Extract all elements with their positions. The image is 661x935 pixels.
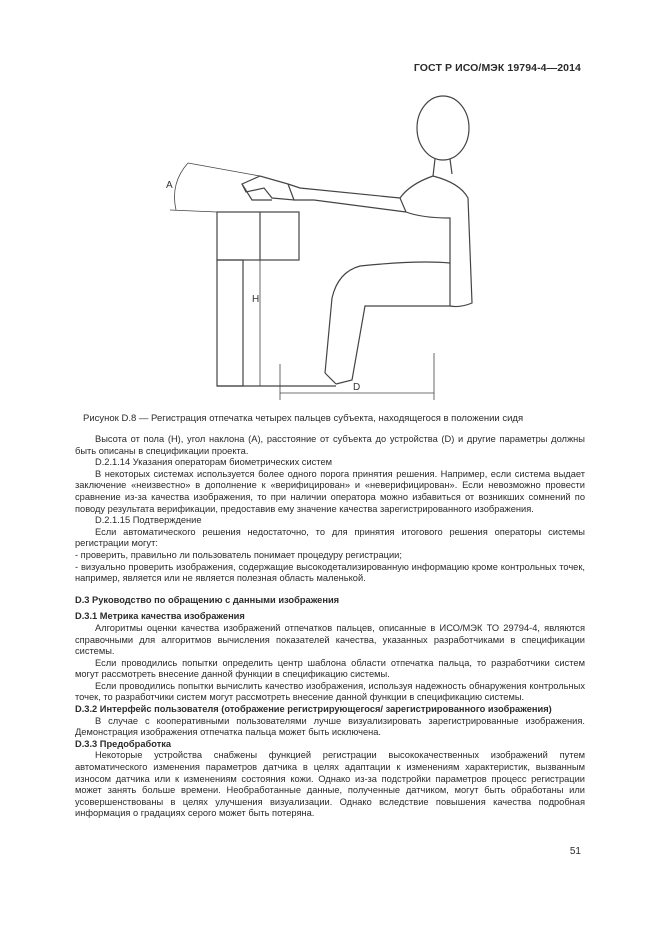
back-outline bbox=[433, 159, 472, 307]
label-a: A bbox=[166, 180, 173, 191]
torso-outline bbox=[325, 176, 450, 373]
figure-drawing bbox=[160, 88, 500, 408]
device-box bbox=[217, 212, 299, 260]
seated-subject-figure bbox=[160, 88, 500, 408]
list-item: - проверить, правильно ли пользователь понимает процедуру регистрации; bbox=[75, 549, 402, 560]
paragraph: Некоторые устройства снабжены функцией регистрации высококачественных изображений путем автоматического изменения параметров датчика в целях адаптации к изменениям характеристик, вызванным износом датчика или к изменениям состояния кожи. Однако из-за подстройки параметров процесс регистрации может занять больше времени. Необработанные данные, полученные датчиком, могут быть обработаны или усовершенствованы в целях улучшения визуализации. Однако вследствие повышения качества подробная информация о градациях серого может быть потеряна. bbox=[75, 750, 585, 819]
paragraph: Алгоритмы оценки качества изображений отпечатков пальцев, описанные в ИСО/МЭК ТО 29794-4, являются справочными для алгоритмов вычисления показателей качества, указанных разработчиками в спецификации системы. bbox=[75, 622, 585, 657]
section-label: D.2.1.15 Подтверждение bbox=[95, 515, 202, 526]
paragraph: Высота от пола (H), угол наклона (A), расстояние от субъекта до устройства (D) и другие параметры должны быть описаны в спецификации проекта. bbox=[75, 434, 585, 456]
angle-arc bbox=[175, 163, 189, 210]
subsection-heading: D.3.1 Метрика качества изображения bbox=[75, 611, 245, 622]
figure-caption: Рисунок D.8 — Регистрация отпечатка четырех пальцев субъекта, находящегося в положении сидя bbox=[83, 413, 524, 424]
subsection-heading: D.3.3 Предобработка bbox=[75, 738, 172, 749]
document-header: ГОСТ Р ИСО/МЭК 19794-4—2014 bbox=[413, 62, 581, 74]
subsection-heading: D.3.2 Интерфейс пользователя (отображение регистрирующегося/ зарегистрированного изображения) bbox=[75, 704, 552, 715]
paragraph: Если автоматического решения недостаточно, то для принятия итогового решения операторы системы регистрации могут: bbox=[75, 526, 585, 549]
leg-outline bbox=[336, 263, 450, 384]
table-stand bbox=[217, 260, 243, 386]
head-outline bbox=[417, 96, 469, 160]
section-heading: D.3 Руководство по обращению с данными изображения bbox=[75, 594, 340, 605]
label-h: H bbox=[252, 294, 260, 305]
paragraph: Если проводились попытки определить центр шаблона области отпечатка пальца, то разработчики систем могут рассмотреть внесение данной функции в спецификацию системы. bbox=[75, 657, 585, 680]
list-item: - визуально проверить изображения, содержащие высокодетализированную информацию кроме контрольных точек, например, является или не является полезная область маленькой. bbox=[75, 561, 585, 584]
paragraph: Если проводились попытки вычислить качество изображения, используя надежность обнаружения контрольных точек, то разработчики систем могут рассмотреть внесение данной функции в спецификацию системы. bbox=[75, 680, 585, 703]
paragraph: В некоторых системах используется более одного порога принятия решения. Например, если система выдает заключение «неизвестно» в дополнение к «верифицирован» и «неверифицирован». Если невозможно провести сравнение из-за качества изображения, то при наличии оператора можно избавиться от возникших сомнений по поводу результата верификации, предоставив ему значение качества зарегистрированного изображения. bbox=[75, 468, 585, 514]
label-d: D bbox=[353, 382, 361, 393]
arm-outline bbox=[288, 184, 400, 198]
section-label: D.2.1.14 Указания операторам биометрических систем bbox=[95, 457, 333, 468]
page-number: 51 bbox=[569, 846, 581, 857]
document-body bbox=[75, 434, 585, 820]
paragraph: В случае с кооперативными пользователями лучше визуализировать зарегистрированные изображения. Демонстрация изображения отпечатка пальца может быть исключена. bbox=[75, 715, 585, 738]
